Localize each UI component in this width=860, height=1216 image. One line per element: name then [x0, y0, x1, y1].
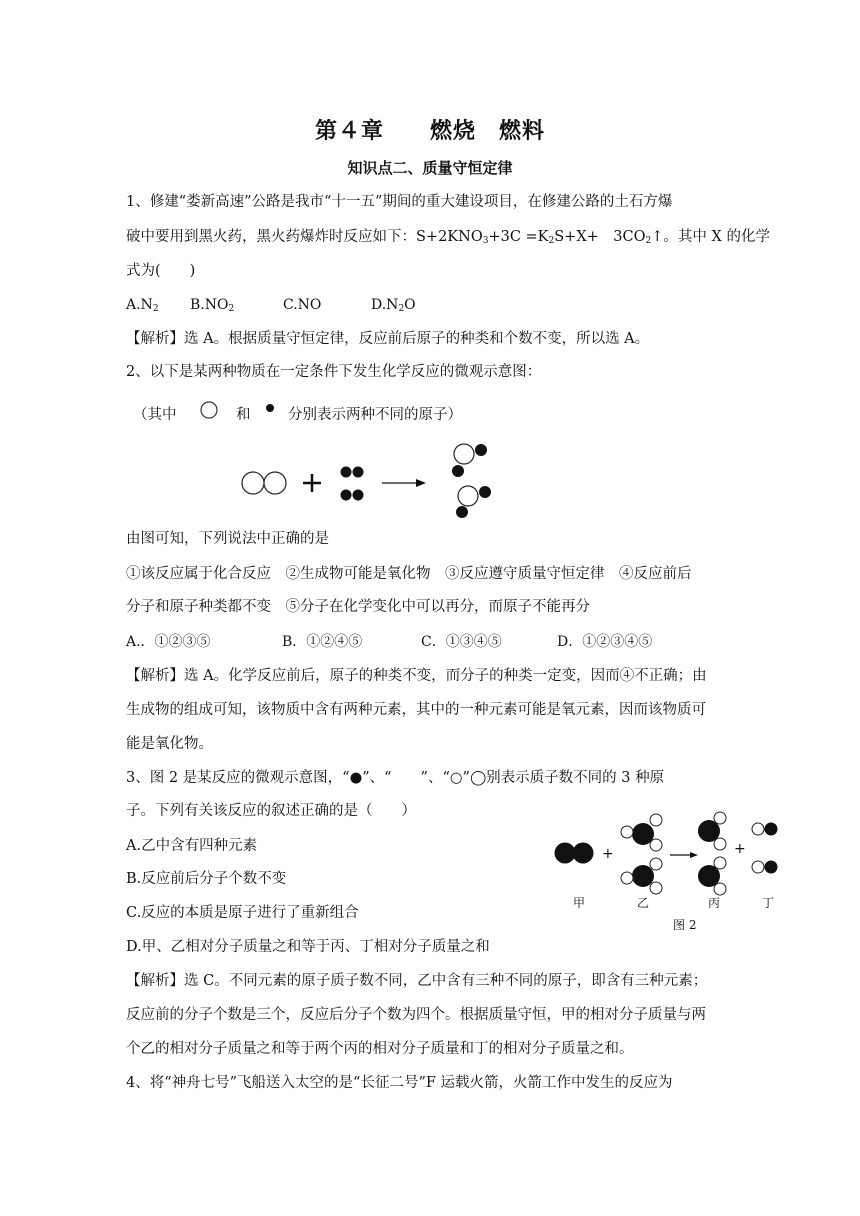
bing-1-small-bottom: [714, 838, 726, 850]
filled-atom-legend-icon: [264, 402, 278, 416]
figure-label-yi: 乙: [637, 896, 650, 910]
reaction-arrow-head: [416, 479, 426, 487]
yi-1-small-left: [621, 826, 633, 838]
q1-option-c: C.NO: [283, 297, 322, 313]
q3-analysis-line2: 反应前的分子个数是三个，反应后分子个数为四个。根据质量守恒，甲的相对分子质量与两: [126, 1007, 706, 1023]
section-subtitle: 知识点二、质量守恒定律: [347, 159, 513, 177]
q3-line2: 子。下列有关该反应的叙述正确的是（ ）: [126, 803, 416, 819]
yi-2-center: [632, 865, 654, 887]
q2-option-d: D．①②③④⑤: [557, 634, 653, 650]
q2-option-c: C．①③④⑤: [421, 634, 502, 650]
ding-2-filled: [765, 861, 778, 874]
q3-option-a: A.乙中含有四种元素: [126, 838, 258, 854]
reactant-a-atom-right: [264, 472, 286, 494]
q1-option-d: $D.N_2O$: [371, 297, 416, 314]
figure-label-ding: 丁: [762, 896, 775, 910]
figure-label-jia: 甲: [573, 896, 586, 910]
q3-reaction-figure: [550, 808, 790, 898]
chapter-title: 第４章 燃烧 燃料: [314, 119, 545, 144]
q2-legend-suffix: 分别表示两种不同的原子）: [288, 407, 462, 423]
ding-1-filled: [765, 823, 778, 836]
q2-legend-prefix: （其中: [133, 407, 177, 423]
q2-reaction-diagram: [236, 436, 526, 522]
q2-option-a: A.．①②③⑤: [126, 634, 211, 650]
q2-analysis-line2: 生成物的组成可知，该物质中含有两种元素，其中的一种元素可能是氧元素，因而该物质可: [126, 702, 706, 718]
q1-line2: 破中要用到黑火药，黑火药爆炸时反应如下：$S+2KNO_3+3C =K_2S+X+$ $3CO_2↑$。其中 X 的化学: [126, 229, 770, 246]
jia-atom-left: [555, 843, 576, 864]
q1-analysis: 【解析】选 A。根据质量守恒定律，反应前后原子的种类和个数不变，所以选 A。: [126, 331, 650, 347]
q3-arrow-head: [690, 852, 698, 858]
yi-2-small-left: [621, 872, 633, 884]
ding-1-open: [752, 823, 764, 835]
yi-2-small-top: [650, 858, 662, 870]
jia-atom-right: [573, 843, 594, 864]
reactant-a-atom-left: [242, 472, 264, 494]
q3-analysis-line3: 个乙的相对分子质量之和等于两个丙的相对分子质量和丁的相对分子质量之和。: [126, 1041, 634, 1057]
q3-line1: 3、图 2 是某反应的微观示意图，“●”、“ ”、“○”◯别表示质子数不同的 3 种原: [126, 770, 665, 786]
plus-2: +: [734, 841, 746, 857]
q2-analysis-line1: 【解析】选 A。化学反应前后，原子的种类不变，而分子的种类一定变，因而④不正确；由: [126, 668, 707, 684]
product-1-dot-atom-b: [452, 465, 464, 477]
reactant-b-atom-4: [353, 490, 364, 501]
q2-statements-line2: 分子和原子种类都不变 ⑤分子在化学变化中可以再分，而原子不能再分: [126, 599, 590, 615]
q2-line1: 2、以下是某两种物质在一定条件下发生化学反应的微观示意图：: [126, 364, 542, 380]
ding-2-open: [752, 861, 764, 873]
product-1-open-atom: [454, 444, 474, 464]
q2-statements-line1: ①该反应属于化合反应 ②生成物可能是氧化物 ③反应遵守质量守恒定律 ④反应前后: [126, 566, 692, 582]
yi-1-small-bottom: [650, 839, 662, 851]
yi-2-small-bottom: [650, 882, 662, 894]
plus-1: +: [602, 846, 614, 862]
q1-option-b: $B.NO_2$: [190, 297, 235, 314]
q3-analysis-line1: 【解析】选 C。不同元素的原子质子数不同，乙中含有三种不同的原子，即含有三种元素；: [126, 973, 708, 989]
reactant-b-atom-1: [341, 467, 352, 478]
yi-1-small-top: [650, 814, 662, 826]
figure-label-bing: 丙: [708, 896, 721, 910]
product-2-open-atom: [458, 486, 478, 506]
q1-line3: 式为( ): [126, 263, 196, 279]
q2-legend-and: 和: [236, 407, 251, 423]
figure-caption: 图 2: [673, 918, 697, 932]
q3-option-c: C.反应的本质是原子进行了重新组合: [126, 905, 359, 921]
q1-line1: 1、修建“娄新高速”公路是我市“十一五”期间的重大建设项目，在修建公路的土石方爆: [126, 194, 673, 210]
q3-option-d: D.甲、乙相对分子质量之和等于丙、丁相对分子质量之和: [126, 939, 490, 955]
product-2-dot-atom-b: [456, 506, 468, 518]
bing-2-small-top: [714, 857, 726, 869]
reactant-b-atom-3: [341, 490, 352, 501]
open-atom-legend-icon: [198, 400, 222, 424]
q1-option-a: $A.N_2$: [126, 297, 159, 314]
bing-1-small-top: [714, 812, 726, 824]
product-2-dot-atom-a: [479, 486, 491, 498]
q2-conclusion: 由图可知，下列说法中正确的是: [126, 531, 329, 547]
q2-analysis-line3: 能是氧化物。: [126, 736, 213, 752]
product-1-dot-atom-a: [475, 444, 487, 456]
reactant-b-atom-2: [353, 467, 364, 478]
q2-option-b: B．①②④⑤: [282, 634, 363, 650]
q4-line1: 4、将“神舟七号”飞船送入太空的是“长征二号”F 运载火箭，火箭工作中发生的反应为: [126, 1075, 673, 1091]
q3-option-b: B.反应前后分子个数不变: [126, 871, 287, 887]
